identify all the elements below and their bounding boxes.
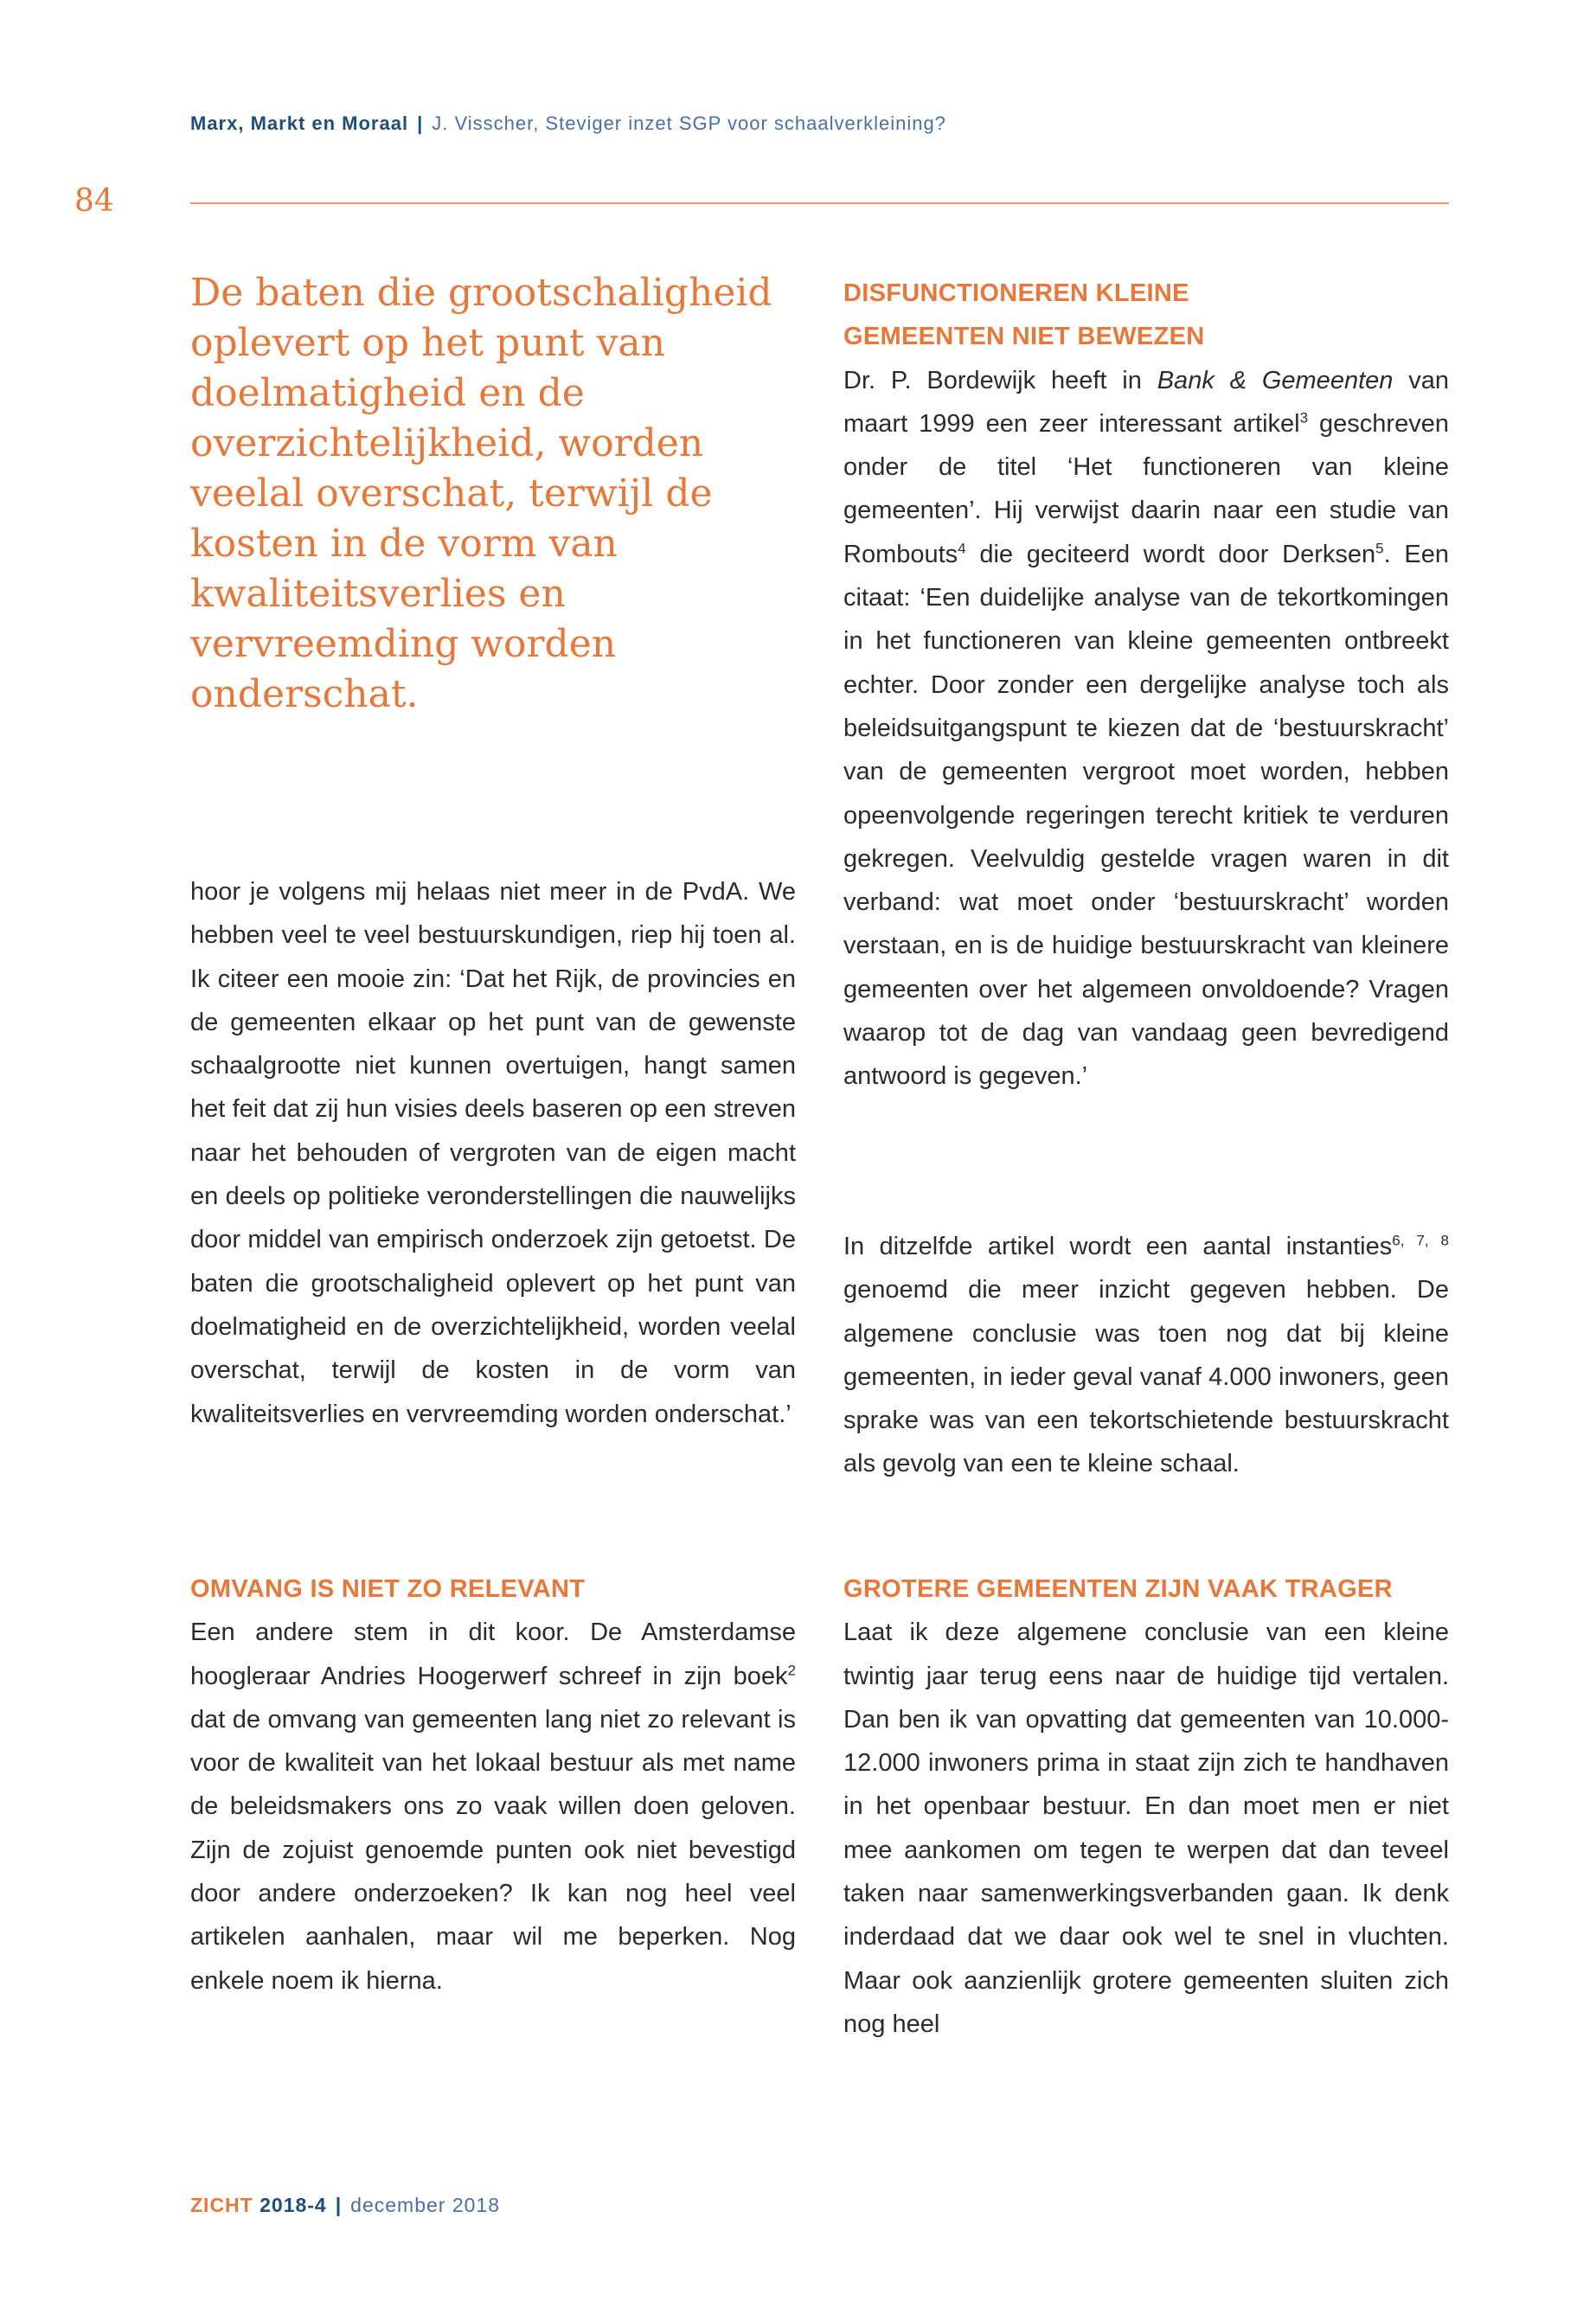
running-head bbox=[190, 112, 946, 135]
running-head-separator: | bbox=[417, 112, 424, 134]
journal-title: Marx, Markt en Moraal bbox=[190, 112, 409, 134]
footnote-ref: 5 bbox=[1375, 540, 1384, 557]
footer-brand: ZICHT bbox=[190, 2194, 253, 2216]
left-column-bottom bbox=[190, 1567, 796, 2003]
body-paragraph: In ditzelfde artikel wordt een aantal instanties$^{6, 7, 8}$ genoemd die meer inzicht gegeven hebben. De algemene conclusie was toen nog dat bij kleine gemeenten, in ieder geval vanaf 4.000 inwoners, geen sprake was van een tekortschietende bestuurskracht als gevolg van een te kleine schaal. bbox=[843, 1232, 1449, 1478]
pull-quote: De baten die grootschaligheid oplevert op het punt van doelmatigheid en de overzichtelijkheid, worden veelal overschat, terwijl de kosten in de vorm van kwaliteitsverlies en vervreemding worden onderschat. bbox=[190, 271, 772, 716]
footer-separator: | bbox=[335, 2194, 343, 2216]
body-paragraph: hoor je volgens mij helaas niet meer in de PvdA. We hebben veel te veel bestuurskundigen, riep hij toen al. Ik citeer een mooie zin: ‘Dat het Rijk, de provincies en de gemeenten elkaar op het punt van de gewenste schaalgrootte niet kunnen overtuigen, hangt samen het feit dat zij hun visies deels baseren op een streven naar het behouden of vergroten van de eigen macht en deels op politieke veronderstellingen die nauwelijks door middel van empirisch onderzoek zijn getoetst. De baten die grootschaligheid oplevert op het punt van doelmatigheid en de overzichtelijkheid, worden veelal overschat, terwijl de kosten in de vorm van kwaliteitsverlies en vervreemding worden onderschat.’ bbox=[190, 878, 796, 1428]
footer-issue: 2018-4 bbox=[260, 2194, 327, 2216]
section-heading-omvang: OMVANG IS NIET ZO RELEVANT bbox=[190, 1575, 586, 1603]
article-title: J. Visscher, Steviger inzet SGP voor schaalverkleining? bbox=[432, 112, 946, 134]
section-heading-disfunctioneren: DISFUNCTIONEREN KLEINE GEMEENTEN NIET BEWEZEN bbox=[843, 279, 1205, 351]
header-rule bbox=[190, 202, 1449, 204]
body-paragraph: Laat ik deze algemene conclusie van een kleine twintig jaar terug eens naar de huidige tijd vertalen. Dan ben ik van opvatting dat gemeenten van 10.000-12.000 inwoners prima in staat zijn zich te handhaven in het openbaar bestuur. En dan moet men er niet mee aankomen om tegen te werpen dat dan teveel taken naar samenwerkingsverbanden gaan. Ik denk inderdaad dat we daar ook wel te snel in vluchten. Maar ook aanzienlijk grotere gemeenten sluiten zich nog heel bbox=[843, 1618, 1449, 2038]
body-paragraph: Dr. P. Bordewijk heeft in Bank & Gemeenten van maart 1999 een zeer interessant artikel$^3$ geschreven onder de titel ‘Het functioneren van kleine gemeenten’. Hij verwijst daarin naar een studie van Rombouts$^4$ die geciteerd wordt door Derksen$^5$. Een citaat: ‘Een duidelijke analyse van de tekortkomingen in het functioneren van kleine gemeenten ontbreekt echter. Door zonder een dergelijke analyse toch als beleidsuitgangspunt te kiezen dat de ‘bestuurskracht’ van de gemeenten vergroot moet worden, hebben opeenvolgende regeringen terecht kritiek te verduren gekregen. Veelvuldig gestelde vragen waren in dit verband: wat moet onder ‘bestuurskracht’ worden verstaan, en is de huidige bestuurskracht van kleinere gemeenten over het algemeen onvoldoende? Vragen waarop tot de dag van vandaag geen bevredigend antwoord is gegeven.’ bbox=[843, 366, 1449, 1091]
footnote-ref: 6, 7, 8 bbox=[1392, 1232, 1449, 1249]
footnote-ref: 3 bbox=[1299, 409, 1309, 426]
right-column-middle bbox=[843, 1225, 1449, 1486]
footer bbox=[190, 2194, 500, 2217]
footnote-ref: 2 bbox=[787, 1661, 796, 1678]
body-paragraph: Een andere stem in dit koor. De Amsterdamse hoogleraar Andries Hoogerwerf schreef in zijn boek$^2$ dat de omvang van gemeenten lang niet zo relevant is voor de kwaliteit van het lokaal bestuur als met name de beleidsmakers ons zo vaak willen doen geloven. Zijn de zojuist genoemde punten ook niet bevestigd door andere onderzoeken? Ik kan nog heel veel artikelen aanhalen, maar wil me beperken. Nog enkele noem ik hierna. bbox=[190, 1618, 796, 1995]
section-heading-grotere: GROTERE GEMEENTEN ZIJN VAAK TRAGER bbox=[843, 1575, 1393, 1603]
footer-date: december 2018 bbox=[350, 2194, 501, 2216]
footnote-ref: 4 bbox=[958, 540, 966, 557]
right-column-top bbox=[843, 272, 1449, 1099]
left-column-top bbox=[190, 870, 796, 1436]
right-column-bottom bbox=[843, 1567, 1449, 2046]
page-number: 84 bbox=[74, 183, 114, 219]
